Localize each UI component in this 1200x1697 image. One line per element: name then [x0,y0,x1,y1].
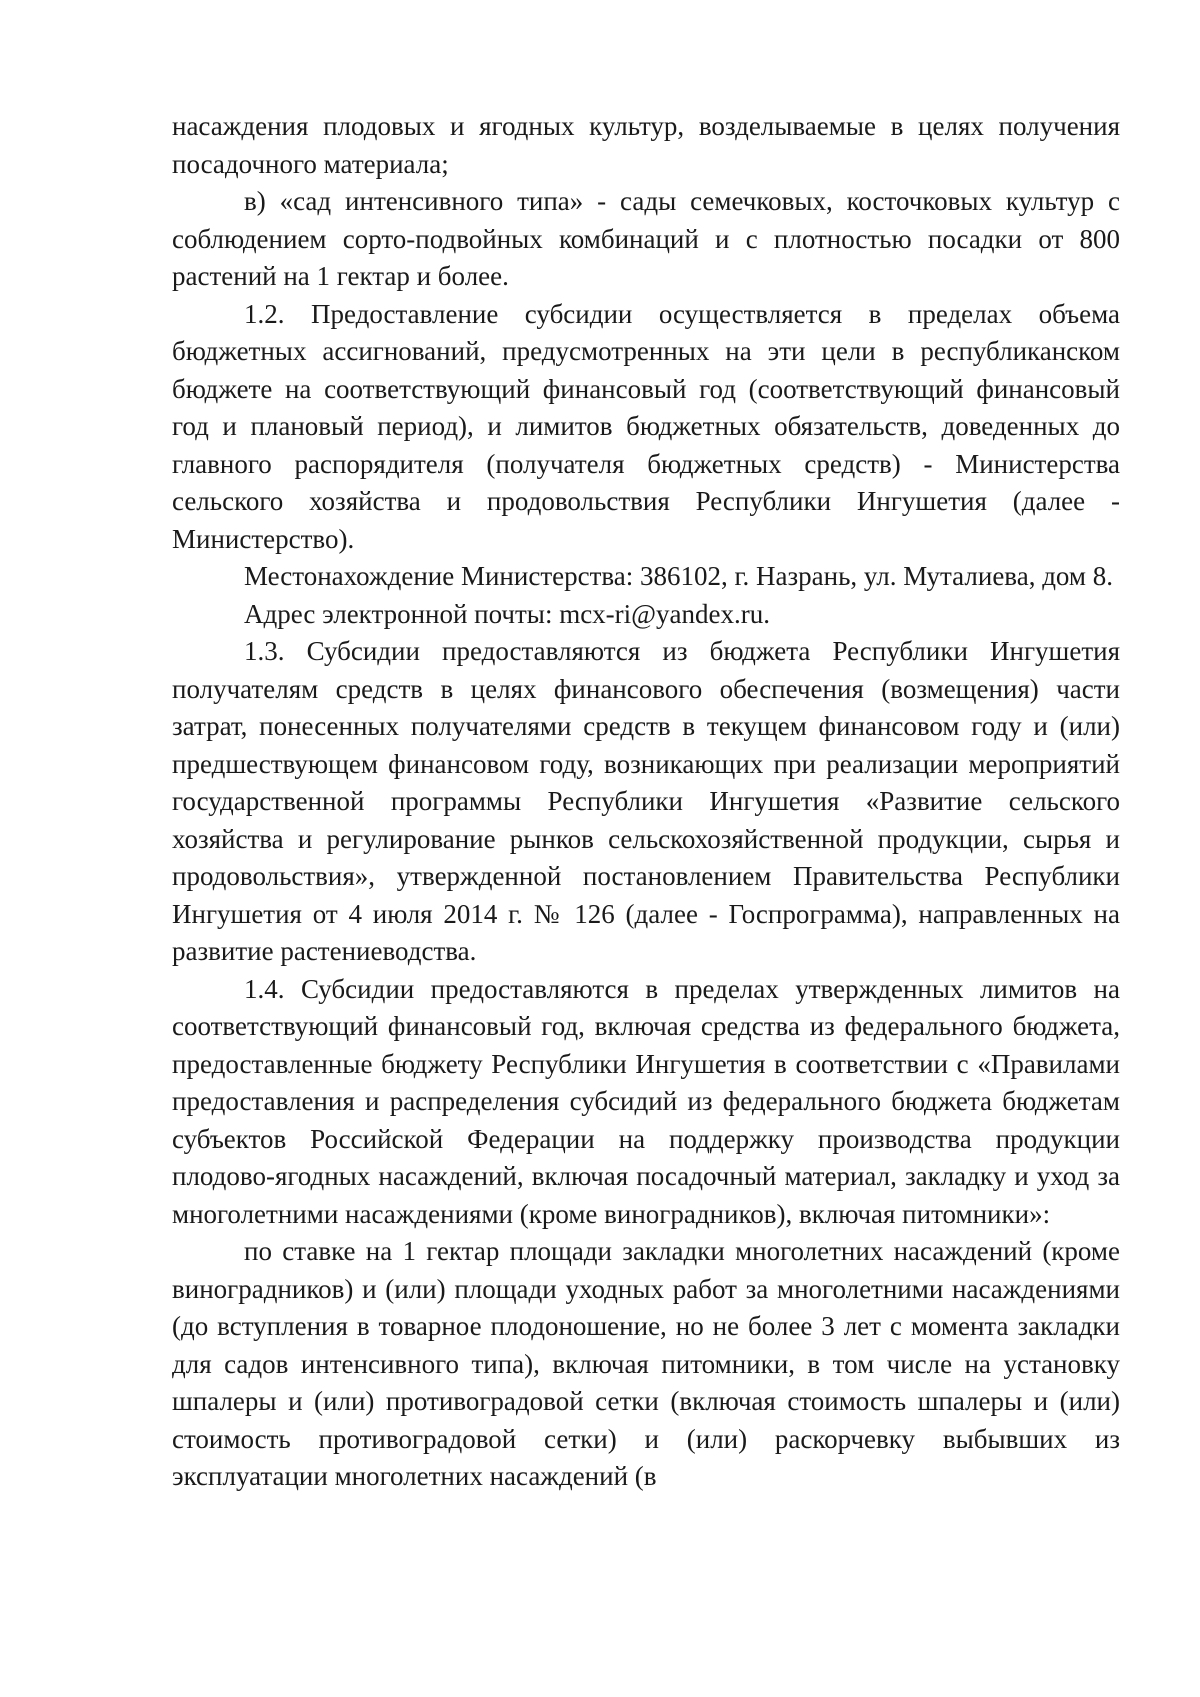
paragraph-1-3-subsidies: 1.3. Субсидии предоставляются из бюджета Республики Ингушетия получателям средств в целях финансового обеспечения (возмещения) части затрат, понесенных получателями средств в текущем финансовом году и (или) предшествующем финансовом году, возникающих при реализации мероприятий государственной программы Республики Ингушетия «Развитие сельского хозяйства и регулирование рынков сельскохозяйственной продукции, сырья и продовольствия», утвержденной постановлением Правительства Республики Ингушетия от 4 июля 2014 г. № 126 (далее - Госпрограмма), направленных на развитие растениеводства. [172,636,1120,966]
paragraph-1-2-budget: 1.2. Предоставление субсидии осуществляется в пределах объема бюджетных ассигнований, предусмотренных на эти цели в республиканском бюджете на соответствующий финансовый год (соответствующий финансовый год и плановый период), и лимитов бюджетных обязательств, доведенных до главного распорядителя (получателя бюджетных средств) - Министерства сельского хозяйства и продовольствия Республики Ингушетия (далее - Министерство). [172,298,1120,554]
paragraph-intensive-garden: в) «сад интенсивного типа» - сады семечковых, косточковых культур с соблюдением сорто-подвойных комбинаций и с плотностью посадки от 800 растений на 1 гектар и более. [172,186,1120,291]
paragraph-rate-per-hectare: по ставке на 1 гектар площади закладки многолетних насаждений (кроме виноградников) и (или) площади уходных работ за многолетними насаждениями (до вступления в товарное плодоношение, но не более 3 лет с момента закладки для садов интенсивного типа), включая питомники, в том числе на установку шпалеры и (или) противоградовой сетки (включая стоимость шпалеры и (или) стоимость противоградовой сетки) и (или) раскорчевку выбывших из эксплуатации многолетних насаждений (в [172,1236,1120,1491]
paragraph-ministry-email: Адрес электронной почты: mcx-ri@yandex.ru. [244,598,770,629]
paragraph-ministry-location: Местонахождение Министерства: 386102, г. Назрань, ул. Муталиева, дом 8. [244,561,1113,591]
paragraph-1-4-limits: 1.4. Субсидии предоставляются в пределах утвержденных лимитов на соответствующий финансовый год, включая средства из федерального бюджета, предоставленные бюджету Республики Ингушетия в соответствии с «Правилами предоставления и распределения субсидий из федерального бюджета бюджетам субъектов Российской Федерации на поддержку производства продукции плодово-ягодных насаждений, включая посадочный материал, закладку и уход за многолетними насаждениями (кроме виноградников), включая питомники»: [172,973,1120,1229]
paragraph-nurseries-continuation: насаждения плодовых и ягодных культур, возделываемые в целях получения посадочного материала; [172,111,1120,179]
document-page [172,108,1120,1496]
